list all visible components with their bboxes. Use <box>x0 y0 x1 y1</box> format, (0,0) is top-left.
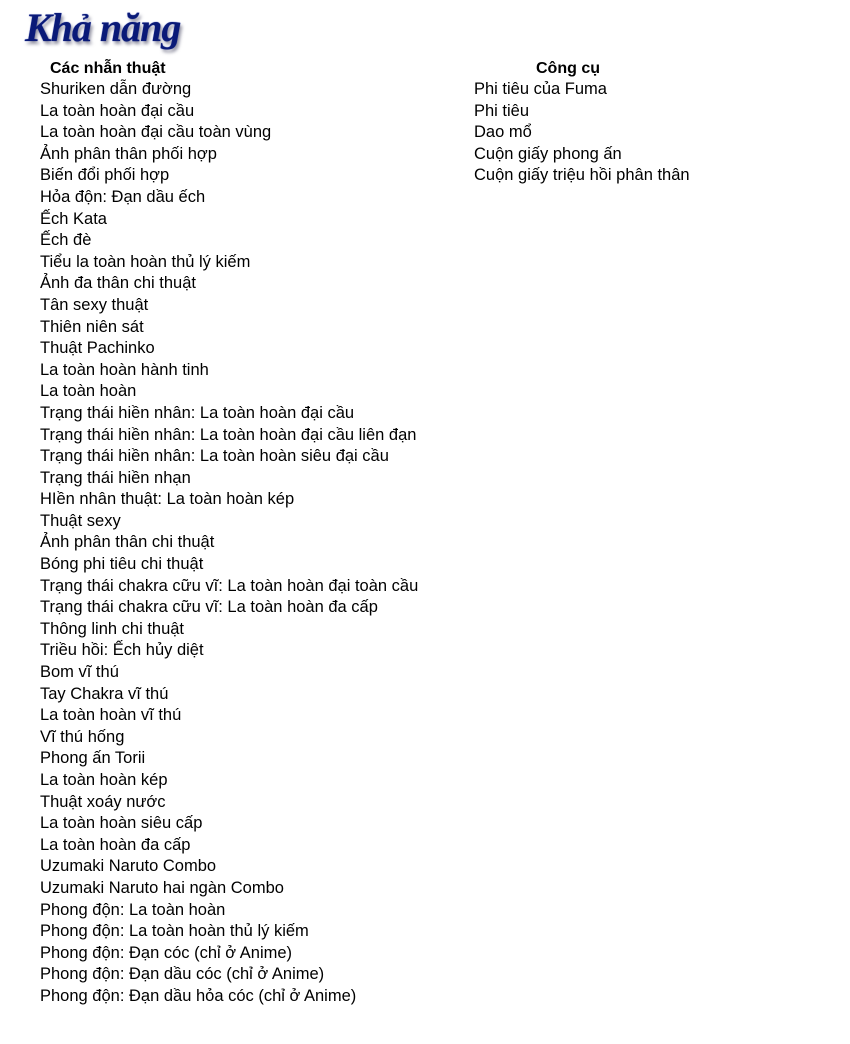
jutsu-list-item: Trạng thái hiền nhân: La toàn hoàn siêu đại cầu <box>40 447 389 466</box>
jutsu-list-item: Ếch Kata <box>40 209 107 228</box>
jutsu-list-item: Triều hồi: Ếch hủy diệt <box>40 641 204 660</box>
jutsu-list-item: La toàn hoàn <box>40 382 137 401</box>
jutsu-list-item: Hỏa độn: Đạn dầu ếch <box>40 187 206 206</box>
jutsu-list-item: Tay Chakra vĩ thú <box>40 684 169 703</box>
jutsu-list-item: La toàn hoàn hành tinh <box>40 360 209 379</box>
jutsu-list-item: La toàn hoàn đa cấp <box>40 835 191 854</box>
jutsu-list-item: Trạng thái chakra cữu vĩ: La toàn hoàn đa cấp <box>40 598 378 617</box>
jutsu-list-item: La toàn hoàn siêu cấp <box>40 814 203 833</box>
jutsu-list <box>40 79 460 1008</box>
jutsu-list-item: Trạng thái hiền nhân: La toàn hoàn đại cầu <box>40 403 355 422</box>
jutsu-list-item: Bom vĩ thú <box>40 663 119 682</box>
jutsu-list-item: Shuriken dẫn đường <box>40 80 192 98</box>
jutsu-list-item: Thuật Pachinko <box>40 339 155 358</box>
jutsu-list-item: Thuật sexy <box>40 511 121 530</box>
jutsu-list-item: Phong độn: La toàn hoàn <box>40 900 226 919</box>
jutsu-list-item: Thuật xoáy nước <box>40 792 166 811</box>
jutsu-list-item: Phong độn: La toàn hoàn thủ lý kiếm <box>40 922 309 941</box>
jutsu-list-item: Ảnh đa thân chi thuật <box>40 274 196 293</box>
jutsu-list-item: La toàn hoàn kép <box>40 771 168 789</box>
jutsu-list-item: Phong độn: Đạn dầu cóc (chỉ ở Anime) <box>40 965 325 984</box>
jutsu-list-item: Tân sexy thuật <box>40 295 149 314</box>
jutsu-list-item: Thiên niên sát <box>40 317 144 336</box>
jutsu-list-item: Ảnh phân thân chi thuật <box>40 533 215 552</box>
jutsu-list-item: La toàn hoàn đại cầu toàn vùng <box>40 123 272 142</box>
jutsu-list-item: Biến đổi phối hợp <box>40 166 170 185</box>
jutsu-list-item: Vĩ thú hống <box>40 727 125 746</box>
jutsu-list-item: Phong độn: Đạn cóc (chỉ ở Anime) <box>40 943 293 962</box>
page-title: Khả năng <box>25 5 181 50</box>
jutsu-list-item: Trạng thái chakra cữu vĩ: La toàn hoàn đại toàn cầu <box>40 576 419 595</box>
jutsu-column <box>40 58 460 1008</box>
jutsu-list-item: Uzumaki Naruto hai ngàn Combo <box>40 878 284 897</box>
tool-list-item: Phi tiêu <box>474 101 530 120</box>
tool-list-item: Phi tiêu của Fuma <box>474 80 607 98</box>
jutsu-list-item: HIền nhân thuật: La toàn hoàn kép <box>40 490 295 509</box>
jutsu-list-item: Tiểu la toàn hoàn thủ lý kiếm <box>40 252 251 271</box>
tools-column <box>474 58 814 187</box>
jutsu-list-item: Uzumaki Naruto Combo <box>40 857 217 876</box>
jutsu-list-item: Phong độn: Đạn dầu hỏa cóc (chỉ ở Anime) <box>40 986 357 1005</box>
tool-list-item: Dao mổ <box>474 123 532 142</box>
jutsu-list-item: La toàn hoàn đại cầu <box>40 101 195 120</box>
jutsu-list-item: Trạng thái hiền nhạn <box>40 468 191 487</box>
jutsu-list-item: Trạng thái hiền nhân: La toàn hoàn đại cầu liên đạn <box>40 425 417 444</box>
tool-list-item: Cuộn giấy phong ấn <box>474 144 622 163</box>
tool-list-item: Cuộn giấy triệu hồi phân thân <box>474 166 690 185</box>
jutsu-column-header: Các nhẫn thuật <box>50 60 166 77</box>
jutsu-list-item: Thông linh chi thuật <box>40 619 185 638</box>
tools-list <box>474 79 814 187</box>
jutsu-list-item: La toàn hoàn vĩ thú <box>40 706 182 725</box>
jutsu-list-item: Ảnh phân thân phối hợp <box>40 144 217 163</box>
jutsu-list-item: Ếch đè <box>40 231 92 250</box>
jutsu-list-item: Phong ấn Torii <box>40 749 146 768</box>
tools-column-header: Công cụ <box>536 60 600 77</box>
jutsu-list-item: Bóng phi tiêu chi thuật <box>40 555 204 574</box>
